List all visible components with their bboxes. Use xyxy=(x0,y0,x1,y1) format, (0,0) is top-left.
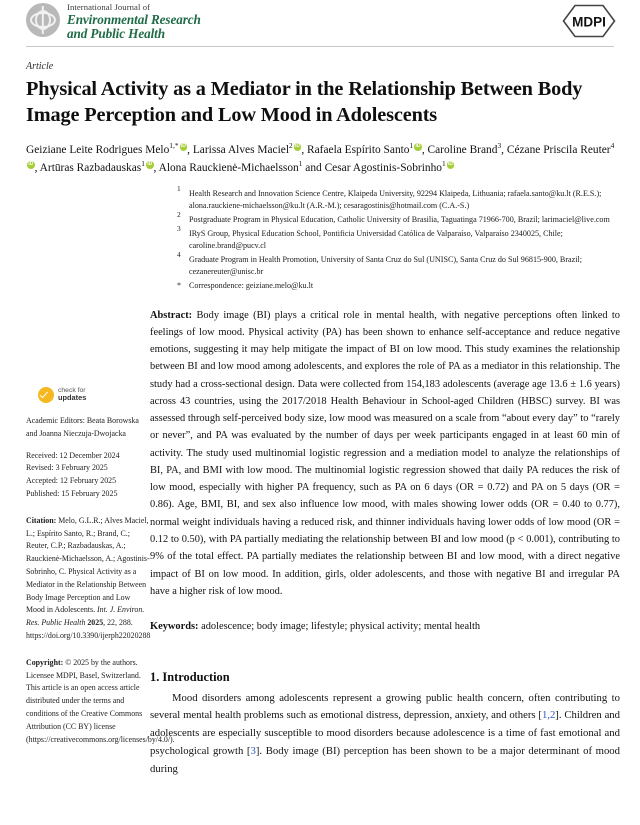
citation-reference-link[interactable]: 1,2 xyxy=(541,709,556,722)
page-masthead xyxy=(0,0,640,42)
paragraph-text: ]. Body image (BI) perception has been shown to be a major determinant of mood during xyxy=(150,744,620,775)
affiliation-item xyxy=(176,250,616,279)
citation-year: 2025 xyxy=(85,618,104,628)
author-affiliation-mark: 1 xyxy=(141,159,145,169)
keywords-label: Keywords: xyxy=(150,621,199,633)
orcid-icon[interactable] xyxy=(447,161,455,169)
academic-editors-names: Beata Borowska and Joanna Nieczuja-Dwojacka xyxy=(26,415,139,438)
affiliation-mark: 4 xyxy=(177,250,181,260)
citation-label: Citation: xyxy=(26,515,57,525)
paragraph-text: ]. Children and adolescents are especially susceptible to mood disorders because adolescence is a time of fast emotional and psychological growth [ xyxy=(150,709,620,757)
mdpi-logo-icon xyxy=(562,4,616,38)
svg-text:MDPI: MDPI xyxy=(572,14,606,30)
journal-title-block xyxy=(67,3,201,42)
affiliation-mark: 3 xyxy=(177,223,181,233)
check-for-updates-badge[interactable] xyxy=(38,387,150,403)
journal-globe-icon xyxy=(26,3,60,37)
author-name: Cesar Agostinis-Sobrinho xyxy=(324,162,442,175)
author-affiliation-mark: 2 xyxy=(289,141,293,151)
page-title: Physical Activity as a Mediator in the Relationship Between Body Image Perception and Low Mood in Adolescents xyxy=(26,78,583,126)
section-heading-introduction: 1. Introduction xyxy=(150,669,230,684)
author-affiliation-mark: 1,* xyxy=(169,141,179,151)
paragraph-text: Mood disorders among adolescents represent a growing public health concern, often contributing to several mental health problems such as emotional distress, depression, anxiety, and others [ xyxy=(150,691,620,722)
copyright-label: Copyright: xyxy=(26,657,64,667)
correspondence-mark: * xyxy=(177,281,182,291)
citation-block xyxy=(26,515,150,643)
academic-editors xyxy=(26,415,150,441)
published-date: Published: 15 February 2025 xyxy=(26,488,118,498)
masthead-divider xyxy=(26,46,614,47)
orcid-icon[interactable] xyxy=(27,161,35,169)
author-affiliation-mark: 3 xyxy=(497,141,502,151)
abstract-label: Abstract: xyxy=(150,309,193,321)
orcid-icon[interactable] xyxy=(414,143,422,151)
journal-title-line2: Environmental Research xyxy=(67,11,201,27)
affiliation-text: Postgraduate Program in Physical Education, Catholic University of Brasilia, Taguatinga 71966-700, Brazil; larimaciel@live.com xyxy=(189,215,610,225)
affiliation-text: IRyS Group, Physical Education School, Pontificia Universidad Católica de Valparaíso, Valparaíso 2340025, Chile; caroline.brand@pucv.cl xyxy=(189,229,563,251)
academic-editors-label: Academic Editors: xyxy=(26,415,87,425)
author-name: Artūras Razbadauskas xyxy=(39,162,142,175)
author-name: Larissa Alves Maciel xyxy=(192,144,290,157)
affiliation-item xyxy=(176,210,616,226)
keywords-section xyxy=(150,619,620,636)
citation-journal: Int. J. Environ. Res. Public Health xyxy=(26,605,145,628)
abstract-text: Body image (BI) plays a critical role in mental health, with negative perceptions often linked to feelings of low mood. Physical activity (PA) has been shown to enhance self-acceptance and reduce negative emotions, suggesting it may help mitigate the impact of BI on low mood. This study examines the relationship between BI and low mood among adolescents, and explores the role of PA as a mediator in this relationship. The study had a cross-sectional design. Data were collected from 154,183 adolescents (average age 13.6 ± 1.6 years) across 43 countries, using the 2017/2018 Health Behaviour in School-aged Children (HBSC) survey. BI was assessed through self-perceived body size, low mood was measured on a scale from “about every day” to “rarely or never”, and PA was evaluated by the number of days per week participants engaged in at least 60 min of activity. The study used multinomial logistic regression and a mediation model to analyze the relationships of BI, PA, and BMI with low mood. The multinomial logistic regression showed that daily PA reduces the risk of low mood, especially with higher PA frequency, such as PA on 6 days (OR = 0.72) and PA on 5 days (OR = 0.86). Age, BMI, BI, and sex also influence low mood, with males showing lower odds (OR = 0.40 to 0.77), normal weight individuals having a reduced risk, and thinner individuals having lower odds of low mood (OR = 0.12 to 0.50), with PA partially mediating the relationship between BI and low mood (p < 0.001), contributing to 9% of the total effect. PA partially mediates the relationship between BI and low mood, with a direct negative impact of BI on low mood. In addition, girls, older adolescents, and those with negative BI and irregular PA have a higher risk of low mood. xyxy=(150,309,620,597)
affiliation-item xyxy=(176,184,616,213)
author-name: Rafaela Espírito Santo xyxy=(307,144,410,157)
author-name: Geiziane Leite Rodrigues Melo xyxy=(26,144,170,157)
abstract-section xyxy=(150,307,620,601)
citation-volume-pages: , 22, 288. xyxy=(103,618,133,628)
revised-date: Revised: 3 February 2025 xyxy=(26,463,108,473)
orcid-icon[interactable] xyxy=(146,161,154,169)
author-affiliation-mark: 1 xyxy=(409,141,414,151)
author-affiliation-mark: 1 xyxy=(441,159,446,169)
affiliation-item xyxy=(176,223,616,253)
check-for-updates-line1: check for xyxy=(58,386,86,394)
affiliation-list xyxy=(176,184,616,292)
author-name: Alona Rauckienė-Michaelsson xyxy=(158,162,299,175)
citation-authors: Melo, G.L.R.; Alves Maciel, L.; Espírito Santo, R.; Brand, C.; Reuter, C.P.; Razbadauskas, A.; Rauckienė-Michaelsson, A.; Agostinis-Sobrinho, C. Physical Activity as a Mediator in the Relationship Between Body Image Perception and Low Mood in Adolescents. xyxy=(26,515,150,615)
affiliation-text: Graduate Program in Health Promotion, University of Santa Cruz do Sul (UNISC), Santa Cruz do Sul 96815-900, Brazil; cezanereuter@unisc.br xyxy=(189,255,582,277)
author-name: Cézane Priscila Reuter xyxy=(506,144,611,157)
check-circle-icon xyxy=(38,387,54,403)
introduction-paragraph xyxy=(150,690,620,779)
affiliation-text: Health Research and Innovation Science Centre, Klaipeda University, 92294 Klaipeda, Lithuania; rafaela.santo@ku.lt (R.E.S.); alona.rauckiene-michaelsson@ku.lt (A.R.-M.); cesaragostinis@hotmail.com (C.A.-S.) xyxy=(189,189,602,211)
correspondence-text: Correspondence: geiziane.melo@ku.lt xyxy=(189,281,314,291)
received-date: Received: 12 December 2024 xyxy=(26,450,120,460)
affiliation-item xyxy=(176,280,616,292)
keywords-text: adolescence; body image; lifestyle; physical activity; mental health xyxy=(198,621,481,633)
orcid-icon[interactable] xyxy=(294,143,302,151)
author-conjunction: and xyxy=(305,162,325,175)
main-column xyxy=(150,307,640,779)
content-area xyxy=(0,307,640,779)
copyright-block xyxy=(26,657,175,747)
article-type-label: Article xyxy=(26,61,54,72)
copyright-text: © 2025 by the authors. Licensee MDPI, Basel, Switzerland. This article is an open access article distributed under the terms and conditions of the Creative Commons Attribution (CC BY) license (https://creativecommons.org/licenses/by/4.0/). xyxy=(26,657,175,744)
author-affiliation-mark: 4 xyxy=(610,141,615,151)
journal-title-line1: International Journal of xyxy=(67,2,151,12)
affiliation-mark: 2 xyxy=(177,210,181,220)
citation-reference-link[interactable]: 3 xyxy=(250,744,256,757)
journal-title-line3: and Public Health xyxy=(67,26,165,42)
orcid-icon[interactable] xyxy=(180,143,188,151)
author-name: Caroline Brand xyxy=(427,144,498,157)
citation-doi-link[interactable]: https://doi.org/10.3390/ijerph22020288 xyxy=(26,630,151,640)
author-list: Geiziane Leite Rodrigues Melo$^{1,*}$ iD , Larissa Alves Maciel$^2$ iD , Rafaela Espírito Santo$^1$ iD , Caroline Brand$^3$, Cézane Priscila Reuter$^4$iD, Artūras Razbadauskas$^1$ iD , Alona Rauckienė-Michaelsson$^1$ and Cesar Agostinis-Sobrinho$^1$iD xyxy=(26,141,616,177)
check-for-updates-line2: updates xyxy=(58,393,87,403)
journal-brand xyxy=(26,3,201,42)
author-affiliation-mark: 1 xyxy=(298,159,303,169)
affiliation-mark: 1 xyxy=(177,184,181,194)
accepted-date: Accepted: 12 February 2025 xyxy=(26,476,117,486)
publication-dates xyxy=(26,450,150,501)
